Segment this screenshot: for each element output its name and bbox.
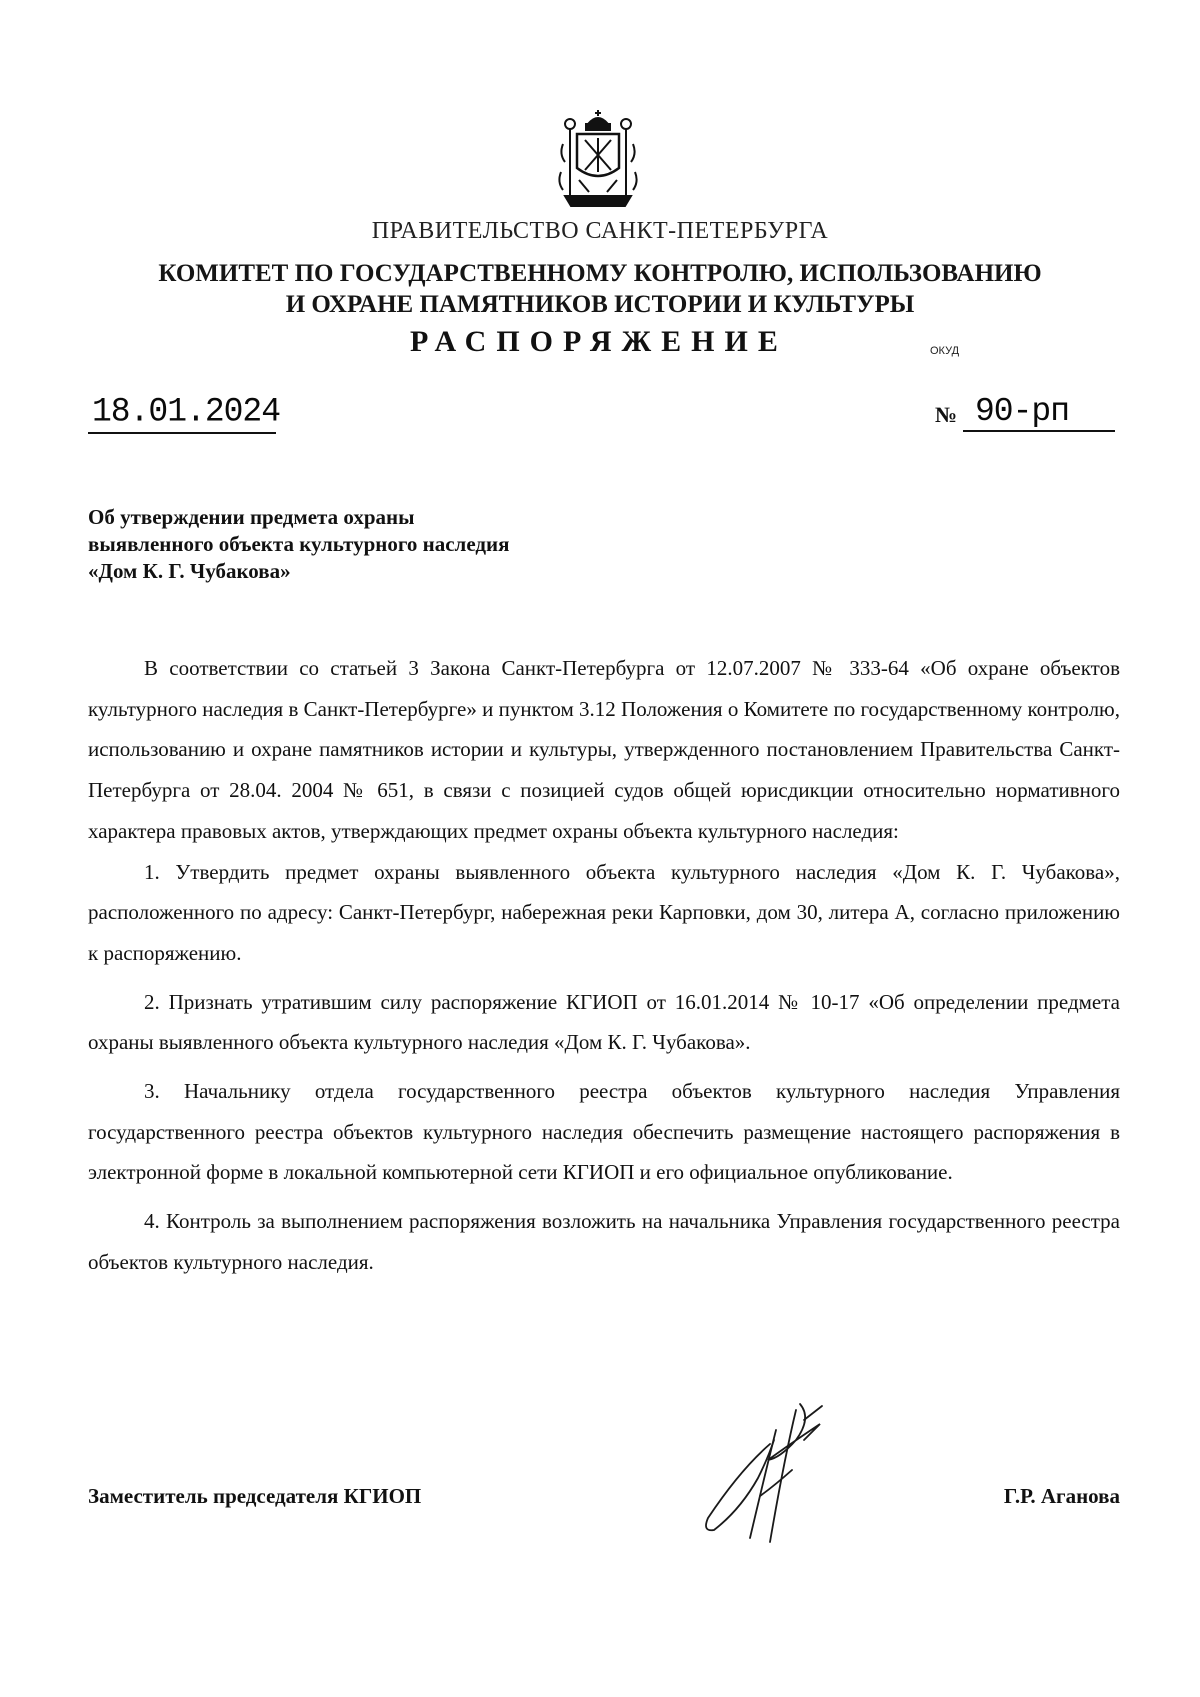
okud-label: ОКУД [930,345,960,357]
item-1-paragraph: 1. Утвердить предмет охраны выявленного объекта культурного наследия «Дом К. Г. Чубакова», расположенного по адресу: Санкт-Петербург, набережная реки Карповки, дом 30, литера А, согласно приложению к распоряжению. [88,859,1120,965]
number-underline [963,430,1115,432]
coat-of-arms-icon [555,110,641,210]
number-sign: № [935,402,958,427]
subject-line: Об утверждении предмета охраны [88,505,415,529]
subject-line: выявленного объекта культурного наследия [88,532,510,556]
signature-icon [700,1400,880,1550]
signer-position: Заместитель председателя КГИОП [88,1484,422,1508]
item-4-paragraph: 4. Контроль за выполнением распоряжения возложить на начальника Управления государственного реестра объектов культурного наследия. [88,1209,1120,1274]
document-type: РАСПОРЯЖЕНИЕ [410,325,788,358]
committee-title-line2: И ОХРАНЕ ПАМЯТНИКОВ ИСТОРИИ И КУЛЬТУРЫ [285,291,915,318]
handwritten-date: 18.01.2024 [92,392,281,431]
government-title: ПРАВИТЕЛЬСТВО САНКТ-ПЕТЕРБУРГА [371,218,829,244]
item-2-paragraph: 2. Признать утратившим силу распоряжение КГИОП от 16.01.2014 № 10-17 «Об определении предмета охраны выявленного объекта культурного наследия «Дом К. Г. Чубакова». [88,989,1120,1055]
committee-title-line1: КОМИТЕТ ПО ГОСУДАРСТВЕННОМУ КОНТРОЛЮ, ИСПОЛЬЗОВАНИЮ [158,260,1042,287]
item-3-paragraph: 3. Начальнику отдела государственного реестра объектов культурного наследия Управления государственного реестра объектов культурного наследия обеспечить размещение настоящего распоряжения в электронной форме в локальной компьютерной сети КГИОП и его официальное опубликование. [88,1079,1120,1185]
document-body [88,648,1120,1283]
subject-line: «Дом К. Г. Чубакова» [88,559,291,583]
document-subject [88,504,509,585]
number-field [935,388,1115,432]
date-field [88,388,281,434]
handwritten-number: 90-рп [975,393,1070,430]
signer-name: Г.Р. Аганова [1003,1484,1120,1508]
preamble-paragraph: В соответствии со статьей 3 Закона Санкт-Петербурга от 12.07.2007 № 333-64 «Об охране объектов культурного наследия в Санкт-Петербурге» и пунктом 3.12 Положения о Комитете по государственному контролю, использованию и охране памятников истории и культуры, утвержденного постановлением Правительства Санкт-Петербурга от 28.04. 2004 № 651, в связи с позицией судов общей юрисдикции относительно нормативного характера правовых актов, утверждающих предмет охраны объекта культурного наследия: [88,656,1120,843]
